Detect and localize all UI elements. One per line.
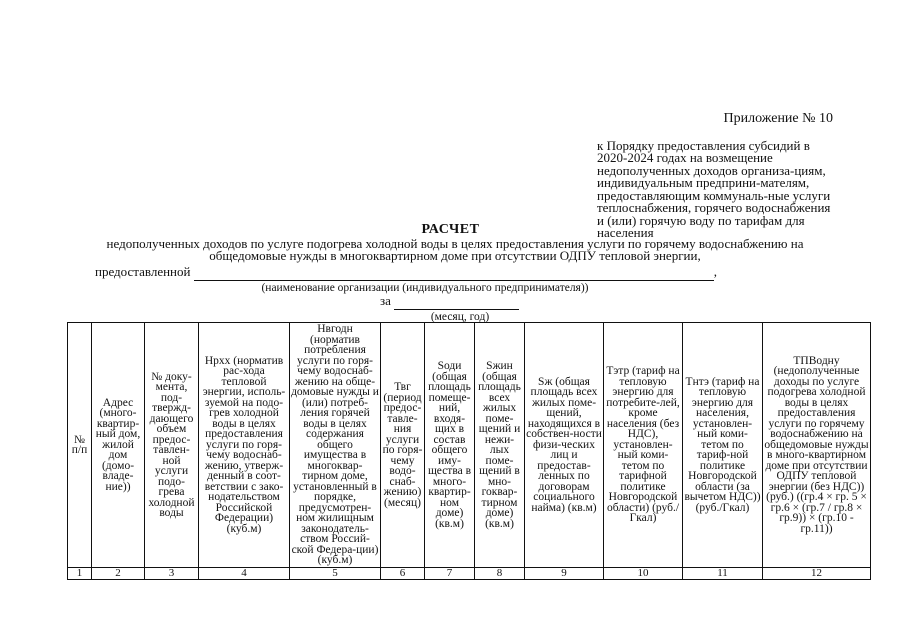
column-number: 11 <box>683 568 763 580</box>
document-title: РАСЧЕТ <box>421 222 480 237</box>
column-number: 9 <box>525 568 604 580</box>
column-number: 10 <box>604 568 683 580</box>
provided-comma: , <box>713 264 717 279</box>
column-number: 3 <box>145 568 199 580</box>
column-number: 4 <box>199 568 290 580</box>
appendix-title: Приложение № 10 <box>723 111 833 126</box>
header-cell: Твг (период предос-тавле-ния услуги по горя-чему водо-снаб-жению) (месяц) <box>381 323 425 568</box>
header-cell: № п/п <box>68 323 92 568</box>
period-hint: (месяц, год) <box>430 311 490 323</box>
column-number: 2 <box>92 568 145 580</box>
header-cell: Тнтэ (тариф на тепловую энергию для населения, установлен-ный коми-тетом по тариф-ной политике Новгородской области (за вычетом НДС)) (руб./Гкал) <box>683 323 763 568</box>
header-cell: ТПВодну (недополученные доходы по услуге подогрева холодной воды в целях предоставления услуги по горячему водоснабжению на общедомовые нужды в много-квартирном доме при отсутствии ОДПУ тепловой энергии (без НДС)) (руб.) ((гр.4 × гр. 5 × гр.6 × (гр.7 / гр.8 × гр.9)) × (гр.10 - гр.11)) <box>763 323 871 568</box>
header-cell: Sж (общая площадь всех жилых поме-щений, находящихся в собствен-ности физи-ческих лиц и предостав-ленных по договорам социального найма) (кв.м) <box>525 323 604 568</box>
header-cell: Нвгодн (норматив потребления услуги по горя-чему водоснаб-жению на обще-домовые нужды и (или) потреб-ления горячей воды в целях содержания общего имущества в многоквар-тирном доме, установленный в порядке, предусмотрен-ном жилищным законодатель-ством Россий-ской Федера-ции) (куб.м) <box>291 323 379 567</box>
appendix-block <box>597 113 833 240</box>
header-cell: Нрхх (норматив рас-хода тепловой энергии, исполь-зуемой на подо-грев холодной воды в целях предоставления услуги по горя-чему водоснаб-жению, утверж-денный в соот-ветствии с зако-нодательством Российской Федерации) (куб.м) <box>199 323 290 568</box>
header-cell: Sоди (общая площадь помеще-ний, входя-щих в состав общего иму-щества в много-квартир-ном доме) (кв.м) <box>425 323 475 568</box>
header-cell: Адрес (много-квартир-ный дом, жилой дом (домо-владе-ние)) <box>92 323 145 568</box>
column-number: 12 <box>763 568 871 580</box>
period-label: за <box>380 293 391 308</box>
document-lead: недополученных доходов по услуге подогрева холодной воды в целях предоставления услуги по горячему водоснабжению на общедомовые нужды в многоквартирном доме при отсутствии ОДПУ тепловой энергии, <box>106 236 804 263</box>
column-number-row <box>68 568 871 580</box>
period-field[interactable] <box>394 293 519 310</box>
column-number: 7 <box>425 568 475 580</box>
calculation-table <box>67 322 871 580</box>
column-number: 8 <box>475 568 525 580</box>
column-number: 6 <box>381 568 425 580</box>
column-number: 1 <box>68 568 92 580</box>
header-cell: Тэтр (тариф на тепловую энергию для потребите-лей, кроме населения (без НДС), установлен-ный коми-тетом по тарифной политике Новгородской области) (руб./Гкал) <box>604 323 683 568</box>
table-header-row <box>68 323 871 568</box>
period-row <box>380 293 540 323</box>
appendix-subtitle: к Порядку предоставления субсидий в 2020-2024 годах на возмещение недополученных доходов организа-циям, индивидуальным предприни-мателям, предоставляющим коммуналь-ные услуги теплоснабжения, горячего водоснабжения и (или) горячую воду по тарифам для населения <box>597 137 831 240</box>
column-number: 5 <box>290 568 381 580</box>
header-cell: № доку-мента, под-твержд-дающего объем предос-тавлен-ной услуги подо-грева холодной воды <box>145 323 199 568</box>
organization-name-field[interactable] <box>194 264 714 281</box>
provided-row <box>95 264 755 294</box>
organization-hint: (наименование организации (индивидуального предпринимателя)) <box>261 282 589 294</box>
header-cell: Sжин (общая площадь всех жилых поме-щений и нежи-лых поме-щений в мно-гоквар-тирном доме) (кв.м) <box>475 323 525 568</box>
provided-label: предоставленной <box>95 264 191 279</box>
